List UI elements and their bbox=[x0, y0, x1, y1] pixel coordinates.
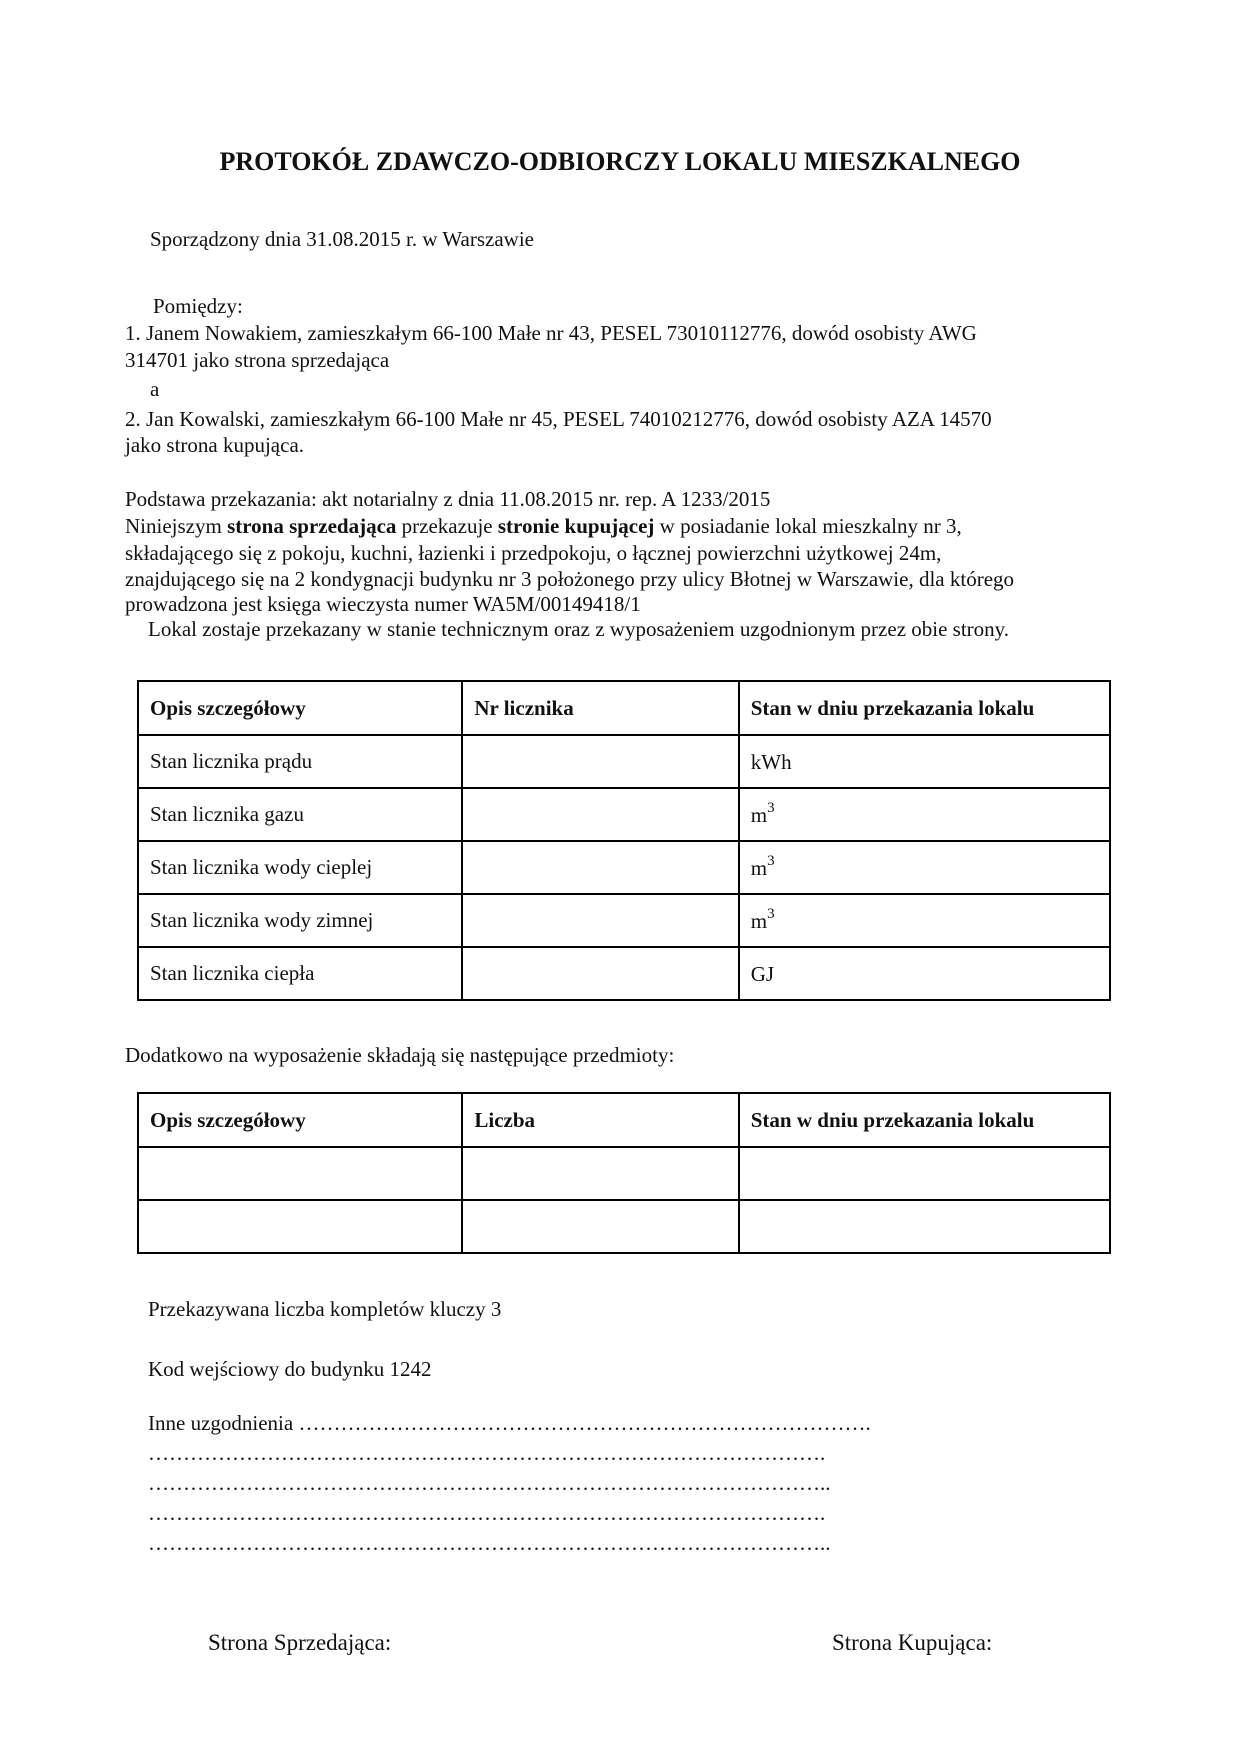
meter-number-cell[interactable] bbox=[462, 947, 738, 1000]
state-cell[interactable] bbox=[739, 841, 1110, 894]
buyer-signature-label: Strona Kupująca: bbox=[832, 1630, 993, 1655]
dotted-line: …………………………………………………………………………………….. bbox=[148, 1531, 831, 1555]
unit-label: GJ bbox=[750, 961, 775, 986]
header-description: Opis szczegółowy bbox=[138, 1093, 462, 1147]
unit-label: m bbox=[750, 908, 768, 933]
unit-exponent: 3 bbox=[767, 852, 775, 869]
seller-signature-label: Strona Sprzedająca: bbox=[208, 1630, 392, 1655]
item-state-cell[interactable] bbox=[739, 1147, 1110, 1200]
transfer-paragraph-line4: prowadzona jest księga wieczysta numer WA5M/00149418/1 bbox=[125, 592, 641, 616]
party1-line1: 1. Janem Nowakiem, zamieszkałym 66-100 Małe nr 43, PESEL 73010112776, dowód osobisty AWG bbox=[125, 321, 977, 345]
condition-line: Lokal zostaje przekazany w stanie technicznym oraz z wyposażeniem uzgodnionym przez obie strony. bbox=[148, 617, 1010, 641]
table-row bbox=[138, 788, 1110, 841]
header-meter-number: Nr licznika bbox=[462, 681, 738, 735]
state-cell[interactable] bbox=[739, 894, 1110, 947]
state-cell[interactable] bbox=[739, 947, 1110, 1000]
row-description: Stan licznika prądu bbox=[138, 735, 462, 788]
item-description-cell[interactable] bbox=[138, 1147, 462, 1200]
row-description: Stan licznika ciepła bbox=[138, 947, 462, 1000]
party2-line2: jako strona kupująca. bbox=[125, 433, 305, 457]
additional-items-intro: Dodatkowo na wyposażenie składają się następujące przedmioty: bbox=[125, 1043, 675, 1067]
page-title: PROTOKÓŁ ZDAWCZO-ODBIORCZY LOKALU MIESZKALNEGO bbox=[219, 147, 1021, 176]
keys-count-line: Przekazywana liczba kompletów kluczy 3 bbox=[148, 1297, 502, 1321]
row-description: Stan licznika gazu bbox=[138, 788, 462, 841]
state-cell[interactable] bbox=[739, 735, 1110, 788]
item-description-cell[interactable] bbox=[138, 1200, 462, 1253]
dotted-line: …………………………………………………………………………………….. bbox=[148, 1471, 831, 1495]
transfer-paragraph-line3: znajdującego się na 2 kondygnacji budynku nr 3 położonego przy ulicy Błotnej w Warszawie, dla którego bbox=[125, 567, 1015, 591]
unit-label: m bbox=[750, 802, 768, 827]
dotted-line: ……………………………………………………………………………………. bbox=[148, 1441, 826, 1465]
table-row bbox=[138, 894, 1110, 947]
table-header-row bbox=[138, 1093, 1110, 1147]
table-row bbox=[138, 1147, 1110, 1200]
meter-number-cell[interactable] bbox=[462, 788, 738, 841]
buyer-bold: stronie kupującej bbox=[497, 514, 655, 538]
meters-table bbox=[137, 680, 1111, 1001]
unit-exponent: 3 bbox=[767, 799, 775, 816]
other-arrangements-line: Inne uzgodnienia ………………………………………………………………………. bbox=[148, 1411, 871, 1435]
party2-line1: 2. Jan Kowalski, zamieszkałym 66-100 Małe nr 45, PESEL 74010212776, dowód osobisty AZA 14570 bbox=[125, 407, 992, 431]
dotted-line: ……………………………………………………………………………………. bbox=[148, 1501, 826, 1525]
meter-number-cell[interactable] bbox=[462, 841, 738, 894]
unit-exponent: 3 bbox=[767, 905, 775, 922]
seller-bold: strona sprzedająca bbox=[227, 514, 397, 538]
table-row bbox=[138, 735, 1110, 788]
meter-number-cell[interactable] bbox=[462, 894, 738, 947]
meter-number-cell[interactable] bbox=[462, 735, 738, 788]
item-state-cell[interactable] bbox=[739, 1200, 1110, 1253]
unit-label: kWh bbox=[750, 749, 792, 774]
item-count-cell[interactable] bbox=[462, 1147, 738, 1200]
basis-line: Podstawa przekazania: akt notarialny z dnia 11.08.2015 nr. rep. A 1233/2015 bbox=[125, 487, 771, 511]
date-line: Sporządzony dnia 31.08.2015 r. w Warszawie bbox=[150, 227, 534, 251]
header-state: Stan w dniu przekazania lokalu bbox=[739, 681, 1110, 735]
para-text: w posiadanie lokal mieszkalny nr 3, bbox=[654, 514, 962, 538]
para-text: przekazuje bbox=[396, 514, 498, 538]
header-state: Stan w dniu przekazania lokalu bbox=[739, 1093, 1110, 1147]
items-table bbox=[137, 1092, 1111, 1254]
between-label: Pomiędzy: bbox=[153, 294, 243, 318]
table-header-row bbox=[138, 681, 1110, 735]
table-row bbox=[138, 1200, 1110, 1253]
para-text: Niniejszym bbox=[125, 514, 228, 538]
party1-line2: 314701 jako strona sprzedająca bbox=[125, 348, 390, 372]
table-row bbox=[138, 841, 1110, 894]
header-description: Opis szczegółowy bbox=[138, 681, 462, 735]
entry-code-line: Kod wejściowy do budynku 1242 bbox=[148, 1357, 432, 1381]
row-description: Stan licznika wody zimnej bbox=[138, 894, 462, 947]
header-count: Liczba bbox=[462, 1093, 738, 1147]
transfer-paragraph-line1 bbox=[125, 513, 962, 540]
state-cell[interactable] bbox=[739, 788, 1110, 841]
item-count-cell[interactable] bbox=[462, 1200, 738, 1253]
transfer-paragraph-line2: składającego się z pokoju, kuchni, łazienki i przedpokoju, o łącznej powierzchni użytkowej 24m, bbox=[125, 541, 942, 565]
row-description: Stan licznika wody cieplej bbox=[138, 841, 462, 894]
conjunction: a bbox=[150, 377, 160, 401]
table-row bbox=[138, 947, 1110, 1000]
unit-label: m bbox=[750, 855, 768, 880]
